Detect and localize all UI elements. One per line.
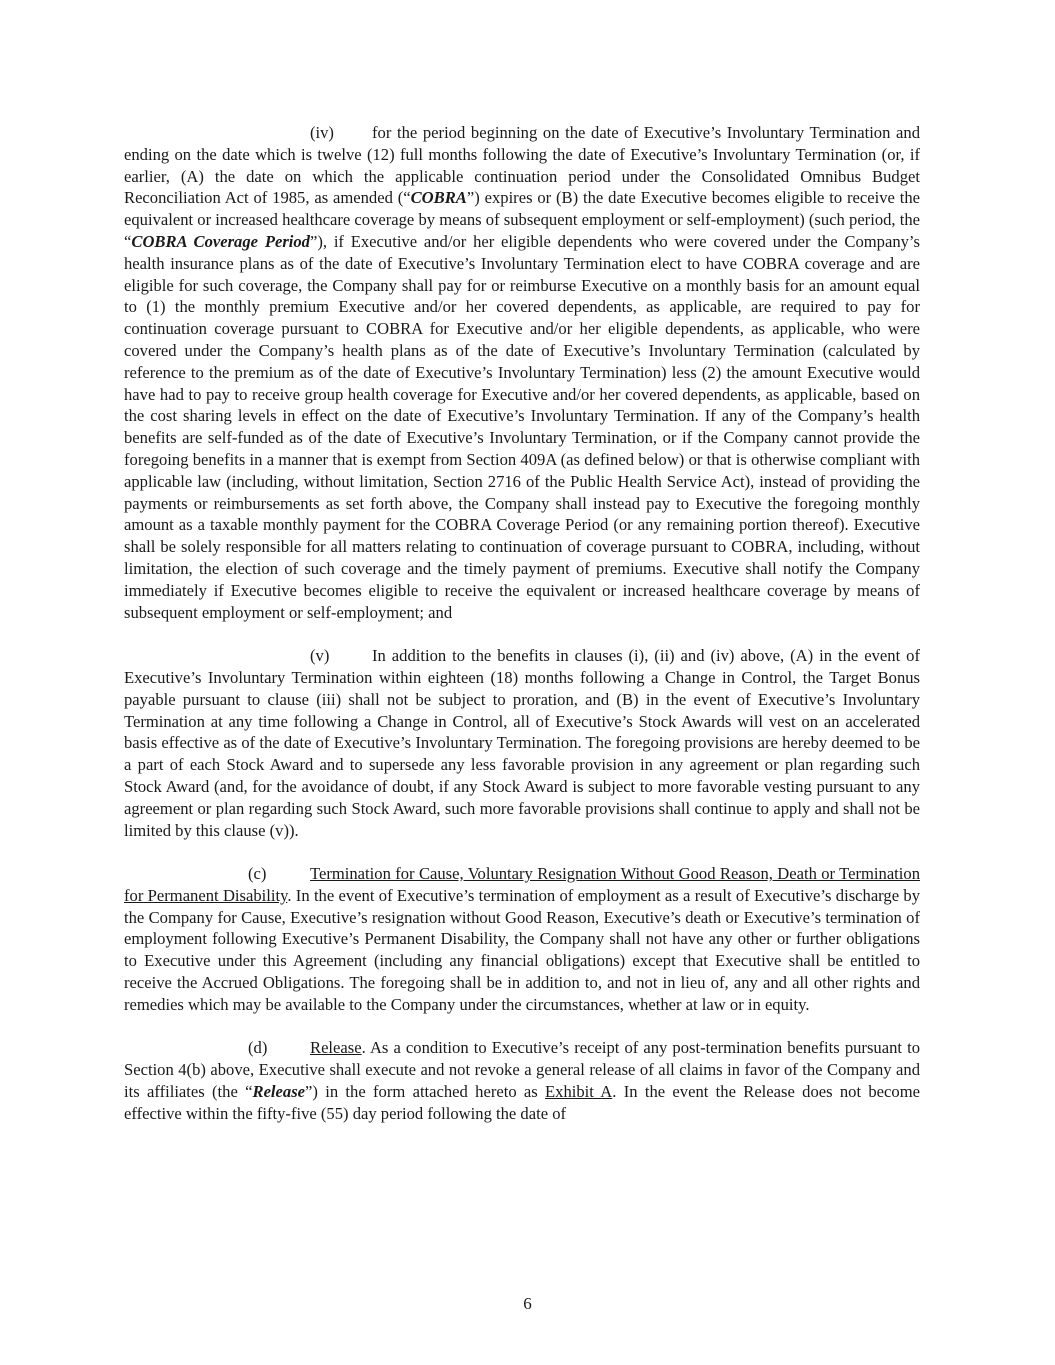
section-c-text: . In the event of Executive’s termination of employment as a result of Executive’s discharge by the Company for Cause, Executive’s resignation without Good Reason, Executive’s death or Executive’s termination of employment following Executive’s Permanent Disability, the Company shall not have any other or further obligations to Executive under this Agreement (including any financial obligations) except that Executive shall be entitled to receive the Accrued Obligations. The foregoing shall be in addition to, and not in lieu of, any and all other rights and remedies which may be available to the Company under the circumstances, whether at law or in equity. [124,885,920,1014]
section-d [124,1037,920,1124]
section-c [124,863,920,1016]
clause-iv-number: (iv) [310,123,334,142]
clause-iv-text-2: ”) expires or (B) the date Executive becomes eligible to receive the equivalent or increased healthcare coverage by means of subsequent employment or self-employment) (such period, the “ [124,188,920,251]
section-d-number: (d) [248,1038,268,1058]
section-d-heading: Release [310,1038,362,1058]
clause-v [124,645,920,841]
section-c-heading: Termination for Cause, Voluntary Resignation Without Good Reason, Death or Termination for Permanent Disability [124,864,920,905]
section-d-text-1: . As a condition to Executive’s receipt of any post-termination benefits pursuant to Section 4(b) above, Executive shall execute and not revoke a general release of all claims in favor of the Company and its affiliates (the “ [124,1038,920,1102]
clause-iv-text-1: for the period beginning on the date of Executive’s Involuntary Termination and ending on the date which is twelve (12) full months following the date of Executive’s Involuntary Termination (or, if earlier, (A) the date on which the applicable continuation period under the Consolidated Omnibus Budget Reconciliation Act of 1985, as amended (“ [124,123,920,208]
clause-iv [124,122,920,623]
exhibit-a-reference: Exhibit A [545,1082,613,1102]
clause-v-text: In addition to the benefits in clauses (i), (ii) and (iv) above, (A) in the event of Executive’s Involuntary Termination within eighteen (18) months following a Change in Control, the Target Bonus payable pursuant to clause (iii) shall not be subject to proration, and (B) in the event of Executive’s Involuntary Termination at any time following a Change in Control, all of Executive’s Stock Awards will vest on an accelerated basis effective as of the date of Executive’s Involuntary Termination. The foregoing provisions are hereby deemed to be a part of each Stock Award and to supersede any less favorable provision in any agreement or plan regarding such Stock Award (and, for the avoidance of doubt, if any Stock Award is subject to more favorable vesting pursuant to any agreement or plan regarding such Stock Award, such more favorable provisions shall continue to apply and shall not be limited by this clause (v)). [124,646,920,840]
section-c-number: (c) [248,864,267,884]
document-body [124,122,920,1125]
cobra-coverage-period-defined-term: COBRA Coverage Period [131,231,310,251]
clause-iv-text-3: ”), if Executive and/or her eligible dependents who were covered under the Company’s health insurance plans as of the date of Executive’s Involuntary Termination elect to have COBRA coverage and are eligible for such coverage, the Company shall pay for or reimburse Executive on a monthly basis for an amount equal to (1) the monthly premium Executive and/or her covered dependents, as applicable, are required to pay for continuation coverage pursuant to COBRA for Executive and/or her eligible dependents, as applicable, who were covered under the Company’s health plans as of the date of Executive’s Involuntary Termination (calculated by reference to the premium as of the date of Executive’s Involuntary Termination) less (2) the amount Executive would have had to pay to receive group health coverage for Executive and/or her covered dependents, as applicable, based on the cost sharing levels in effect on the date of Executive’s Involuntary Termination. If any of the Company’s health benefits are self-funded as of the date of Executive’s Involuntary Termination, or if the Company cannot provide the foregoing benefits in a manner that is exempt from Section 409A (as defined below) or that is otherwise compliant with applicable law (including, without limitation, Section 2716 of the Public Health Service Act), instead of providing the payments or reimbursements as set forth above, the Company shall instead pay to Executive the foregoing monthly amount as a taxable monthly payment for the COBRA Coverage Period (or any remaining portion thereof). Executive shall be solely responsible for all matters relating to continuation of coverage pursuant to COBRA, including, without limitation, the election of such coverage and the timely payment of premiums. Executive shall notify the Company immediately if Executive becomes eligible to receive the equivalent or increased healthcare coverage by means of subsequent employment or self-employment; and [124,231,920,622]
clause-v-number: (v) [310,646,330,666]
cobra-defined-term: COBRA [410,188,467,208]
section-d-text-2: ”) in the form attached hereto as [305,1082,546,1102]
page-number: 6 [523,1294,532,1313]
release-defined-term: Release [252,1082,306,1102]
section-d-text-3: . In the event the Release does not become effective within the fifty-five (55) day period following the date of [124,1082,920,1123]
